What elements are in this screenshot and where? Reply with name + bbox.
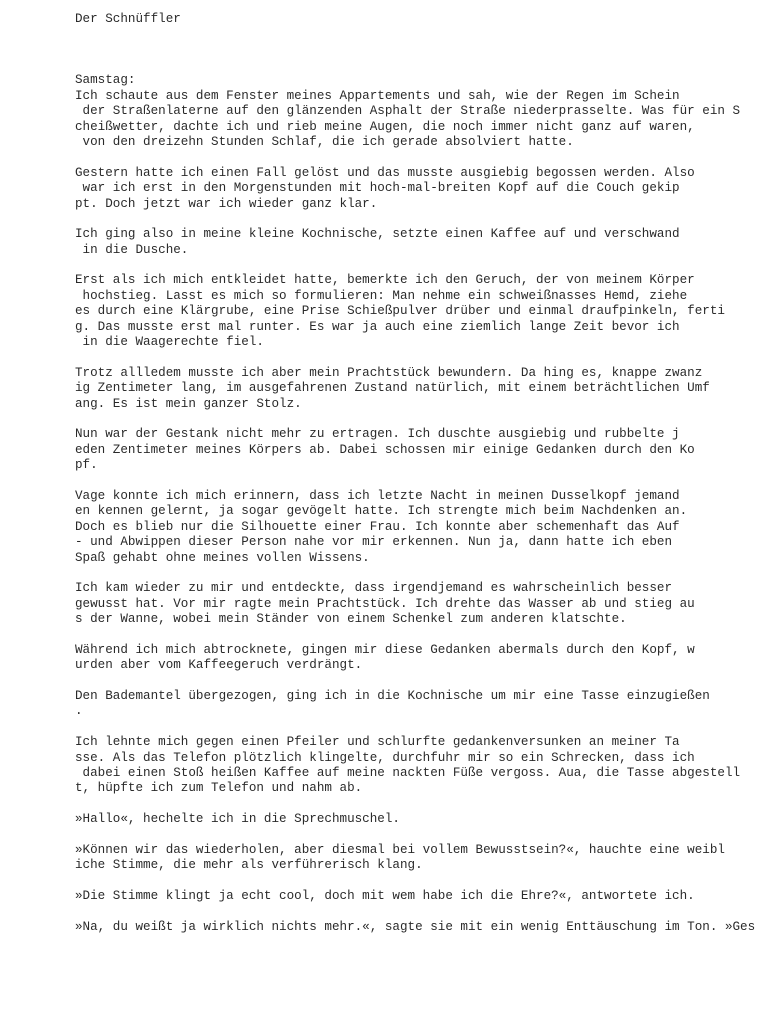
text-line: es durch eine Klärgrube, eine Prise Schießpulver drüber und einmal draufpinkeln, ferti [75,304,725,319]
document-body [75,73,755,935]
text-line: sse. Als das Telefon plötzlich klingelte, durchfuhr mir so ein Schrecken, dass ich [75,750,695,765]
text-line: iche Stimme, die mehr als verführerisch klang. [75,858,423,873]
text-line: Gestern hatte ich einen Fall gelöst und das musste ausgiebig begossen werden. Also [75,165,695,180]
text-line: g. Das musste erst mal runter. Es war ja auch eine ziemlich lange Zeit bevor ich [75,319,680,334]
text-line: gewusst hat. Vor mir ragte mein Prachtstück. Ich drehte das Wasser ab und stieg au [75,596,695,611]
text-line: Samstag: [75,73,136,88]
paragraph [75,73,755,150]
paragraph [75,812,755,827]
text-line: hochstieg. Lasst es mich so formulieren: Man nehme ein schweißnasses Hemd, ziehe [75,288,688,303]
paragraph [75,489,755,566]
text-line: Spaß gehabt ohne meines vollen Wissens. [75,550,370,565]
text-line: ang. Es ist mein ganzer Stolz. [75,396,302,411]
paragraph [75,273,755,350]
paragraph [75,227,755,258]
text-line: Vage konnte ich mich erinnern, dass ich letzte Nacht in meinen Dusselkopf jemand [75,488,680,503]
text-line: en kennen gelernt, ja sogar gevögelt hatte. Ich strengte mich beim Nachdenken an. [75,504,688,519]
text-line: . [75,704,83,719]
text-line: Ich lehnte mich gegen einen Pfeiler und schlurfte gedankenversunken an meiner Ta [75,735,680,750]
text-line: »Hallo«, hechelte ich in die Sprechmuschel. [75,812,400,827]
text-line: in die Waagerechte fiel. [75,335,264,350]
text-line: pf. [75,458,98,473]
text-line: Doch es blieb nur die Silhouette einer Frau. Ich konnte aber schemenhaft das Auf [75,519,680,534]
text-line: Während ich mich abtrocknete, gingen mir diese Gedanken abermals durch den Kopf, w [75,642,695,657]
text-line: »Die Stimme klingt ja echt cool, doch mit wem habe ich die Ehre?«, antwortete ich. [75,889,695,904]
text-line: t, hüpfte ich zum Telefon und nahm ab. [75,781,363,796]
text-line: eden Zentimeter meines Körpers ab. Dabei schossen mir einige Gedanken durch den Ko [75,442,695,457]
paragraph [75,735,755,797]
paragraph [75,643,755,674]
text-line: ig Zentimeter lang, im ausgefahrenen Zustand natürlich, mit einem beträchtlichen Umf [75,381,710,396]
text-line: der Straßenlaterne auf den glänzenden Asphalt der Straße niederprasselte. Was für ein S [75,104,741,119]
text-line: urden aber vom Kaffeegeruch verdrängt. [75,658,363,673]
text-line: cheißwetter, dachte ich und rieb meine Augen, die noch immer nicht ganz auf waren, [75,119,695,134]
paragraph [75,581,755,627]
paragraph [75,689,755,720]
text-line: pt. Doch jetzt war ich wieder ganz klar. [75,196,378,211]
text-line: s der Wanne, wobei mein Ständer von einem Schenkel zum anderen klatschte. [75,612,627,627]
text-line: Ich schaute aus dem Fenster meines Appartements und sah, wie der Regen im Schein [75,88,680,103]
text-line: von den dreizehn Stunden Schlaf, die ich gerade absolviert hatte. [75,134,574,149]
text-line: Ich ging also in meine kleine Kochnische, setzte einen Kaffee auf und verschwand [75,227,680,242]
text-line: dabei einen Stoß heißen Kaffee auf meine nackten Füße vergoss. Aua, die Tasse abgestell [75,765,741,780]
paragraph [75,889,755,904]
document-title: Der Schnüffler [75,12,181,26]
text-line: Erst als ich mich entkleidet hatte, bemerkte ich den Geruch, der von meinem Körper [75,273,695,288]
text-line: war ich erst in den Morgenstunden mit hoch-mal-breiten Kopf auf die Couch gekip [75,181,680,196]
paragraph [75,166,755,212]
text-line: »Können wir das wiederholen, aber diesmal bei vollem Bewusstsein?«, hauchte eine weibl [75,842,725,857]
paragraph [75,427,755,473]
document-page [75,12,755,951]
paragraph [75,920,755,935]
text-line: in die Dusche. [75,242,189,257]
text-line: Den Bademantel übergezogen, ging ich in die Kochnische um mir eine Tasse einzugießen [75,689,710,704]
paragraph [75,366,755,412]
text-line: Nun war der Gestank nicht mehr zu ertragen. Ich duschte ausgiebig und rubbelte j [75,427,680,442]
paragraph [75,843,755,874]
text-line: Trotz allledem musste ich aber mein Prachtstück bewundern. Da hing es, knappe zwanz [75,365,703,380]
text-line: Ich kam wieder zu mir und entdeckte, dass irgendjemand es wahrscheinlich besser [75,581,673,596]
title-spacer [75,27,755,73]
text-line: »Na, du weißt ja wirklich nichts mehr.«, sagte sie mit ein wenig Enttäuschung im Ton. »Ges [75,919,756,934]
text-line: - und Abwippen dieser Person nahe vor mir erkennen. Nun ja, dann hatte ich eben [75,535,673,550]
